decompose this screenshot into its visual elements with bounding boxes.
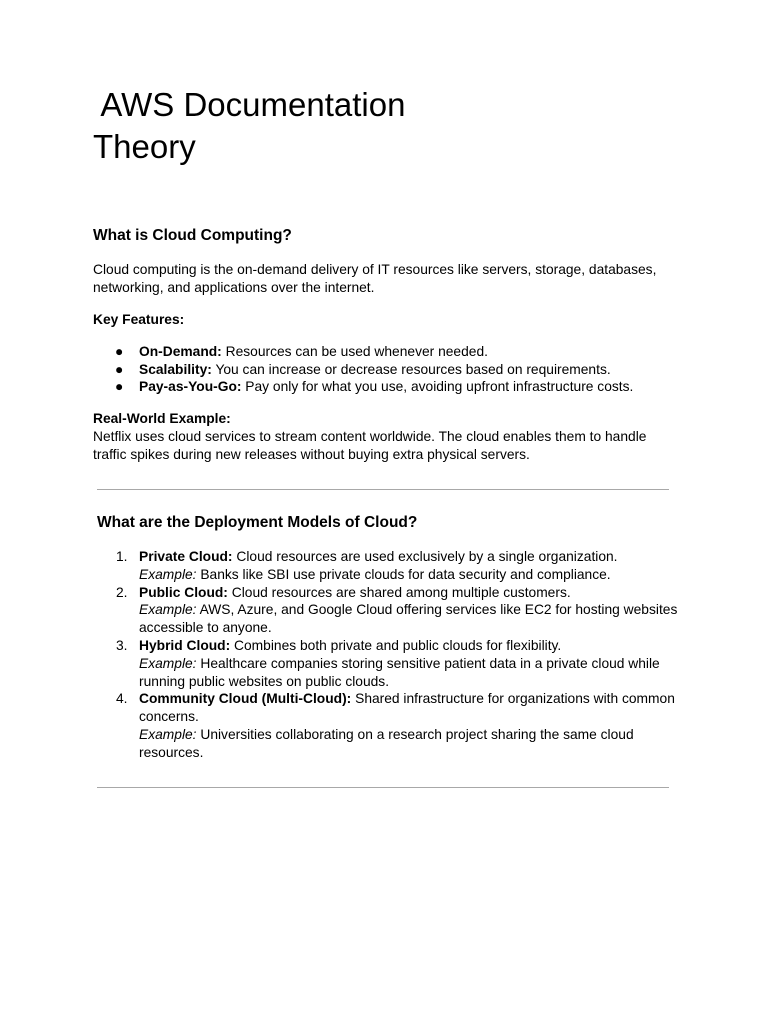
list-item [93,584,683,637]
list-number: 4. [116,691,128,707]
list-item [93,548,683,584]
key-features-label: Key Features: [93,312,185,327]
example-label: Example: [139,602,197,618]
model-term: Hybrid Cloud: [139,637,231,653]
bullet-icon: ● [115,344,124,359]
list-item [93,343,693,361]
model-example [139,601,683,637]
section-heading-deployment-models: What are the Deployment Models of Cloud? [97,514,418,531]
model-desc: Cloud resources are shared among multiple customers. [227,584,571,600]
title-line-1: AWS Documentation [93,86,406,123]
model-term: Community Cloud (Multi-Cloud): [139,691,352,707]
model-desc: Combines both private and public clouds for flexibility. [230,637,562,653]
title-line-2: Theory [93,128,196,165]
list-number: 3. [116,637,128,653]
cloud-computing-intro: Cloud computing is the on-demand delivery of IT resources like servers, storage, databases, networking, and applications over the internet. [93,262,657,295]
list-item [93,637,683,690]
list-item [93,361,693,379]
model-term: Public Cloud: [139,584,228,600]
feature-term: On-Demand: [139,344,222,359]
feature-desc: Pay only for what you use, avoiding upfront infrastructure costs. [241,379,634,394]
list-item [93,378,693,396]
document-title [93,84,693,168]
model-example [139,726,683,762]
feature-term: Pay-as-You-Go: [139,379,242,394]
horizontal-divider [97,787,669,788]
example-text: Banks like SBI use private clouds for data security and compliance. [196,566,611,582]
feature-term: Scalability: [139,361,212,377]
bullet-icon: ● [115,379,124,394]
model-term: Private Cloud: [139,549,233,564]
example-text: Universities collaborating on a research project sharing the same cloud resources. [139,726,634,760]
model-desc: Cloud resources are used exclusively by a single organization. [232,549,618,564]
model-example [139,566,683,584]
example-text: AWS, Azure, and Google Cloud offering services like EC2 for hosting websites accessible to anyone. [139,602,678,636]
feature-desc: Resources can be used whenever needed. [221,344,488,359]
deployment-models-list [93,548,693,762]
horizontal-divider [97,489,669,490]
bullet-icon: ● [115,361,124,377]
example-label: Example: [139,566,197,582]
example-label: Example: [139,655,197,671]
model-desc: Shared infrastructure for organizations with common concerns. [139,691,675,725]
example-text: Healthcare companies storing sensitive patient data in a private cloud while running public websites on public clouds. [139,655,660,689]
real-world-example-label: Real-World Example: [93,411,231,426]
key-features-list [93,343,693,396]
real-world-example-text: Netflix uses cloud services to stream content worldwide. The cloud enables them to handle traffic spikes during new releases without buying extra physical servers. [93,429,647,462]
list-item [93,690,683,761]
section-heading-cloud-computing: What is Cloud Computing? [93,227,292,244]
list-number: 2. [116,584,128,600]
list-number: 1. [116,549,128,564]
feature-desc: You can increase or decrease resources based on requirements. [211,361,611,377]
model-example [139,655,683,691]
example-label: Example: [139,726,197,742]
